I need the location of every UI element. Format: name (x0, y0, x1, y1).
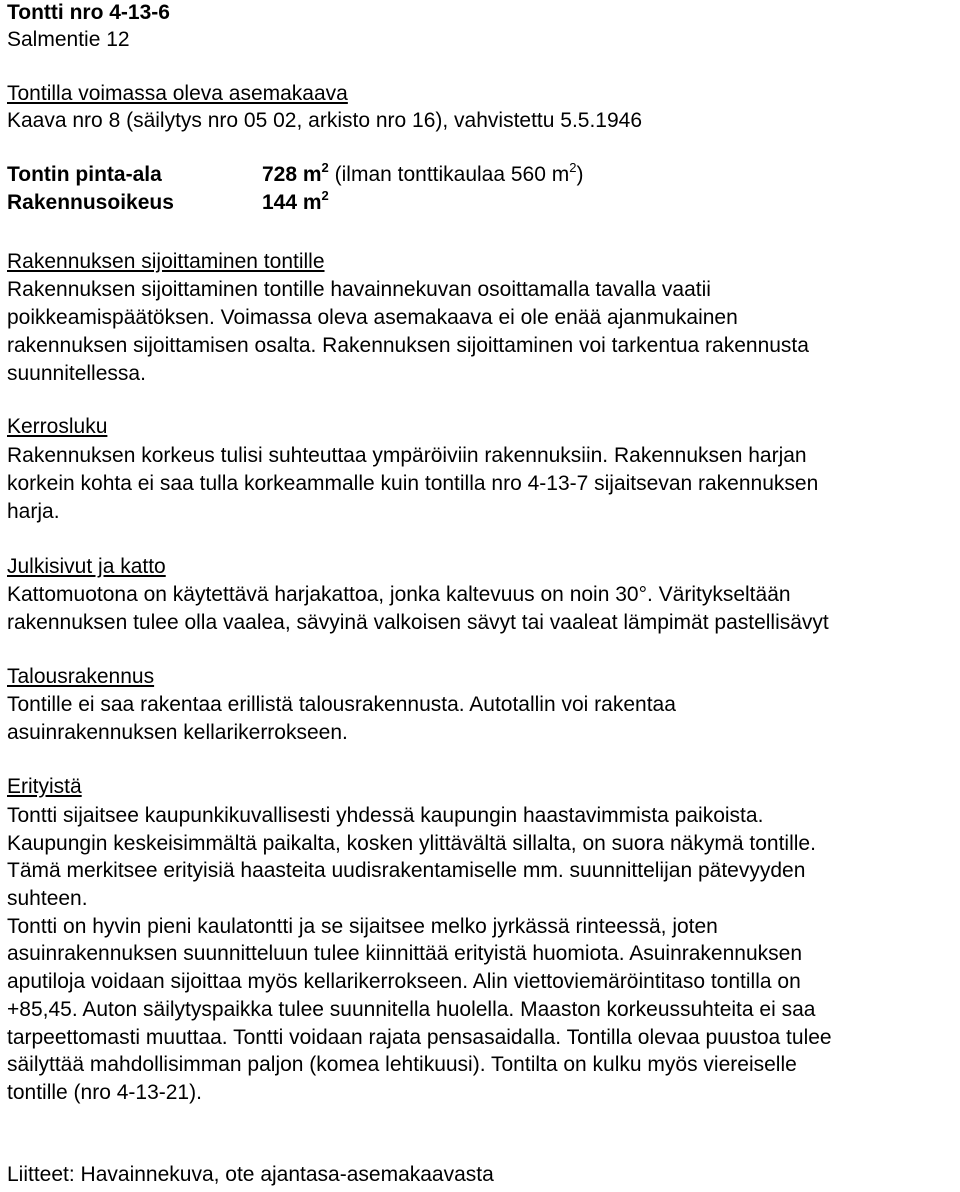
building-right-sup: 2 (321, 188, 329, 203)
floors-line: korkein kohta ei saa tulla korkeammalle kuin tontilla nro 4-13-7 sijaitsevan rakennuksen (7, 472, 819, 495)
document-title: Tontti nro 4-13-6 (7, 1, 170, 24)
special-line: suhteen. (7, 887, 88, 910)
floors-heading: Kerrosluku (7, 415, 108, 438)
building-right-value-group (262, 190, 329, 216)
area-label: Tontin pinta-ala (7, 163, 162, 186)
facades-heading: Julkisivut ja katto (7, 555, 166, 578)
area-value-sup: 2 (321, 160, 329, 175)
floors-line: Rakennuksen korkeus tulisi suhteuttaa ympäröiviin rakennuksiin. Rakennuksen harjan (7, 444, 807, 467)
placement-heading: Rakennuksen sijoittaminen tontille (7, 250, 325, 273)
special-line: Tontti on hyvin pieni kaulatontti ja se sijaitsee melko jyrkässä rinteessä, joten (7, 915, 718, 938)
special-line: tarpeettomasti muuttaa. Tontti voidaan rajata pensasaidalla. Tontilla olevaa puustoa tulee (7, 1026, 832, 1049)
placement-line: Rakennuksen sijoittaminen tontille havainnekuvan osoittamalla tavalla vaatii (7, 278, 711, 301)
placement-line: suunnitellessa. (7, 362, 146, 385)
special-line: säilyttää mahdollisimman paljon (komea lehtikuusi). Tontilta on kulku myös viereiselle (7, 1053, 797, 1076)
area-value: 728 m (262, 163, 322, 186)
placement-line: rakennuksen sijoittamisen osalta. Rakennuksen sijoittaminen voi tarkentua rakennusta (7, 334, 809, 357)
special-line: tontille (nro 4-13-21). (7, 1081, 202, 1104)
floors-line: harja. (7, 500, 60, 523)
special-heading: Erityistä (7, 775, 82, 798)
plan-heading: Tontilla voimassa oleva asemakaava (7, 82, 348, 105)
special-line: asuinrakennuksen suunnitteluun tulee kiinnittää erityistä huomiota. Asuinrakennuksen (7, 942, 803, 965)
special-line: Tontti sijaitsee kaupunkikuvallisesti yhdessä kaupungin haastavimmista paikoista. (7, 804, 764, 827)
special-line: Kaupungin keskeisimmältä paikalta, kosken ylittävältä sillalta, on suora näkymä tontille. (7, 832, 816, 855)
special-line: Tämä merkitsee erityisiä haasteita uudisrakentamiselle mm. suunnittelijan pätevyyden (7, 859, 806, 882)
building-right-label: Rakennusoikeus (7, 191, 174, 214)
area-note (329, 160, 584, 186)
facades-line: rakennuksen tulee olla vaalea, sävyinä valkoisen sävyt tai vaaleat lämpimät pastellisävyt (7, 611, 829, 634)
area-note-sup: 2 (569, 160, 577, 175)
attachments: Liitteet: Havainnekuva, ote ajantasa-asemakaavasta (7, 1163, 494, 1186)
area-note-b: ) (576, 163, 584, 186)
special-line: aputiloja voidaan sijoittaa myös kellarikerrokseen. Alin viettoviemäröintitaso tontilla on (7, 970, 801, 993)
area-note-a: (ilman tonttikaulaa 560 m (334, 163, 570, 186)
outbuilding-line: asuinrakennuksen kellarikerrokseen. (7, 721, 348, 744)
plan-text: Kaava nro 8 (säilytys nro 05 02, arkisto nro 16), vahvistettu 5.5.1946 (7, 109, 643, 132)
building-right-row (7, 190, 907, 216)
area-value-group (262, 162, 583, 188)
outbuilding-line: Tontille ei saa rakentaa erillistä talousrakennusta. Autotallin voi rakentaa (7, 693, 676, 716)
outbuilding-heading: Talousrakennus (7, 665, 155, 688)
building-right-value: 144 m (262, 191, 322, 214)
facades-line: Kattomuotona on käytettävä harjakattoa, jonka kaltevuus on noin 30°. Väritykseltään (7, 583, 791, 606)
address: Salmentie 12 (7, 28, 130, 51)
special-line: +85,45. Auton säilytyspaikka tulee suunnitella huolella. Maaston korkeussuhteita ei saa (7, 998, 816, 1021)
area-row (7, 162, 907, 188)
placement-line: poikkeamispäätöksen. Voimassa oleva asemakaava ei ole enää ajanmukainen (7, 306, 738, 329)
